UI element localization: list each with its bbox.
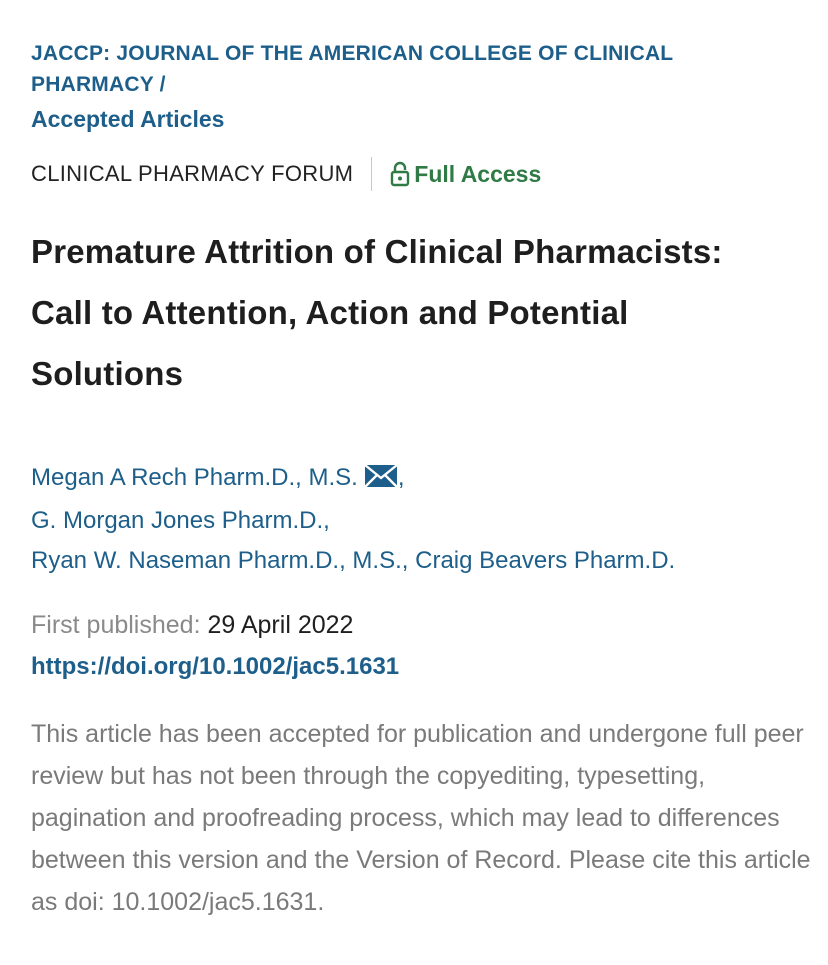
article-title xyxy=(31,221,811,404)
author-link[interactable]: Megan A Rech Pharm.D., M.S. xyxy=(31,464,358,491)
title-line-2: Call to Attention, Action and Potential xyxy=(31,294,629,331)
journal-title-line1: JACCP: JOURNAL OF THE AMERICAN COLLEGE OF CLINICAL xyxy=(31,42,674,65)
author-link[interactable]: G. Morgan Jones Pharm.D. xyxy=(31,507,324,534)
access-badge xyxy=(390,161,541,188)
author-link[interactable]: Ryan W. Naseman Pharm.D., M.S. xyxy=(31,547,402,574)
doi-link[interactable]: https://doi.org/10.1002/jac5.1631 xyxy=(31,653,400,680)
journal-title-line2: PHARMACY / xyxy=(31,73,166,96)
section-label: CLINICAL PHARMACY FORUM xyxy=(31,161,354,186)
title-line-1: Premature Attrition of Clinical Pharmacists: xyxy=(31,233,723,270)
journal-title-link[interactable] xyxy=(31,42,673,96)
journal-breadcrumb xyxy=(31,38,811,100)
accepted-article-notice: This article has been accepted for publication and undergone full peer review but has not been through the copyediting, typesetting, pagination and proofreading process, which may lead to differences between this version and the Version of Record. Please cite this article as doi: 10.1002/jac5.1631. xyxy=(31,720,811,916)
first-published-date: 29 April 2022 xyxy=(207,611,354,639)
article-meta-row xyxy=(31,157,811,191)
accepted-articles-link[interactable]: Accepted Articles xyxy=(31,106,225,132)
email-icon[interactable] xyxy=(364,461,398,501)
author-separator: , xyxy=(323,507,330,534)
article-header xyxy=(31,0,811,948)
author-separator: , xyxy=(401,547,409,574)
author-link[interactable]: Craig Beavers Pharm.D. xyxy=(415,547,676,574)
title-line-3: Solutions xyxy=(31,355,184,392)
publication-info xyxy=(31,605,811,687)
access-label: Full Access xyxy=(414,160,542,187)
meta-divider xyxy=(371,157,372,191)
first-published-label: First published: xyxy=(31,611,201,639)
author-separator: , xyxy=(397,464,405,491)
unlock-icon xyxy=(390,161,410,187)
author-list xyxy=(31,458,811,581)
